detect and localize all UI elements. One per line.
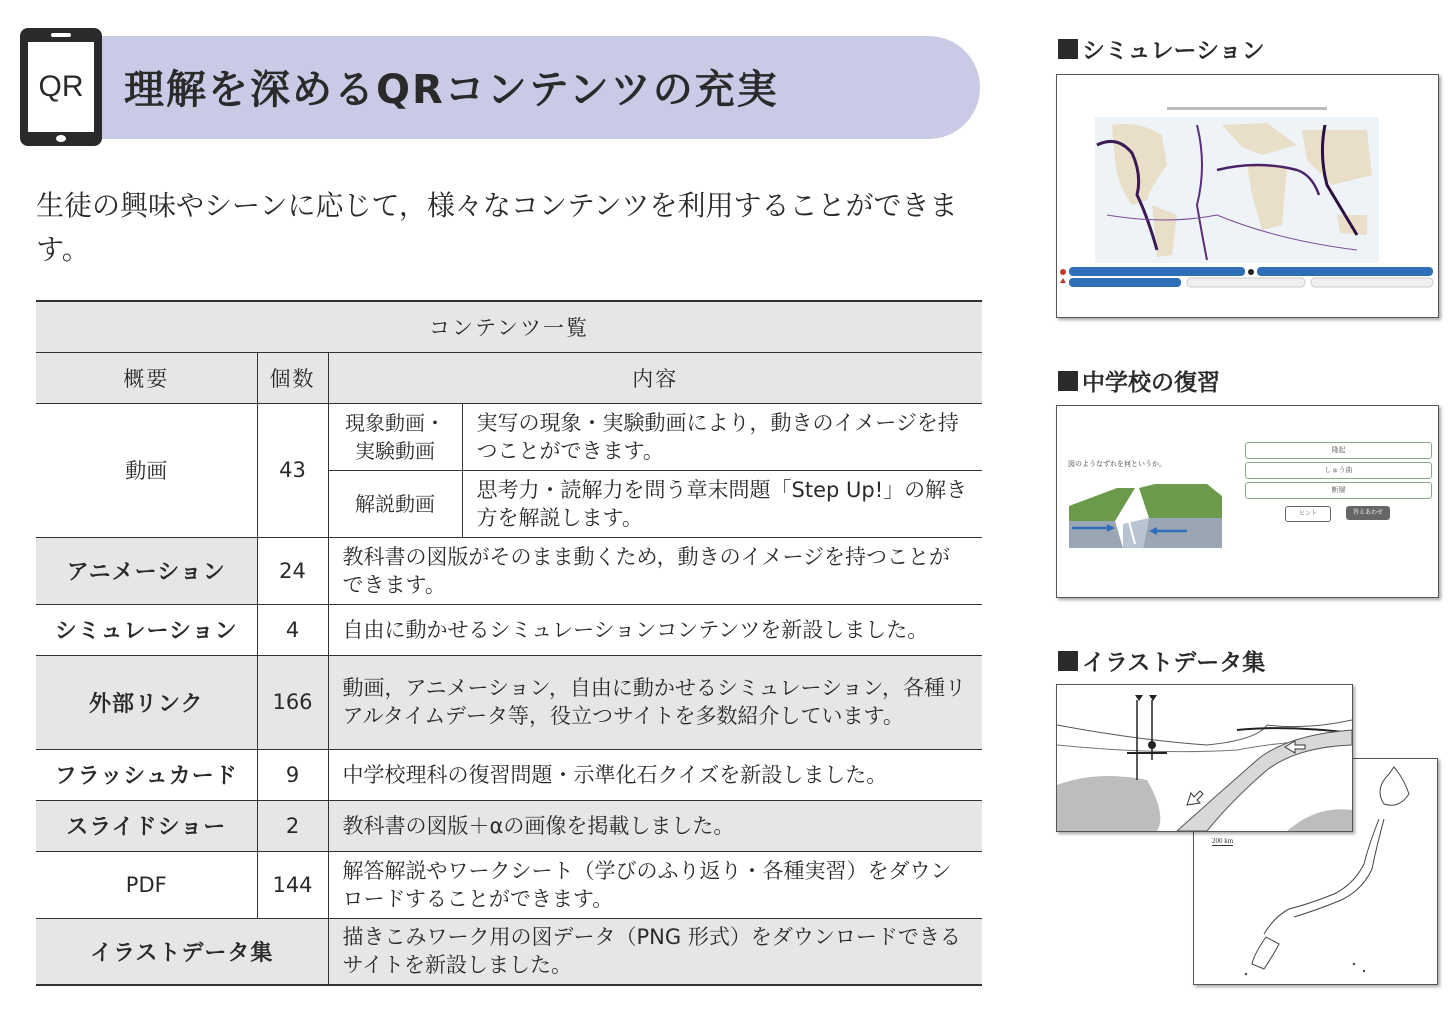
review-screenshot xyxy=(1056,405,1439,598)
sublabel-explanation-video: 解説動画 xyxy=(328,470,462,537)
choice-1[interactable]: 隆起 xyxy=(1245,442,1432,459)
world-earthquake-map xyxy=(1057,75,1438,317)
row-label-pdf: PDF xyxy=(36,851,257,918)
section-label-simulation: シミュレーション xyxy=(1058,32,1265,65)
subduction-cross-section xyxy=(1057,685,1352,831)
answer-button[interactable]: 答えあわせ xyxy=(1346,506,1390,520)
intro-text: 生徒の興味やシーンに応じて，様々なコンテンツを利用することができます。 xyxy=(36,189,958,266)
row-label-external-link: 外部リンク xyxy=(36,655,257,749)
row-text-illust-data: 描きこみワーク用の図データ（PNG 形式）をダウンロードできるサイトを新設しました。 xyxy=(328,918,982,985)
header-content: 内容 xyxy=(328,352,982,403)
row-count-flashcard: 9 xyxy=(257,749,328,800)
choice-2[interactable]: しゅう曲 xyxy=(1245,462,1432,479)
row-text-external-link: 動画，アニメーション，自由に動かせるシミュレーション，各種リアルタイムデータ等，役立つサイトを多数紹介しています。 xyxy=(328,655,982,749)
section-label-review: 中学校の復習 xyxy=(1058,364,1220,397)
row-count-video: 43 xyxy=(257,403,328,537)
row-label-slideshow: スライドショー xyxy=(36,800,257,851)
row-count-animation: 24 xyxy=(257,537,328,604)
choice-3[interactable]: 断層 xyxy=(1245,482,1432,499)
row-text-slideshow: 教科書の図版＋αの画像を掲載しました。 xyxy=(328,800,982,851)
row-label-simulation: シミュレーション xyxy=(36,604,257,655)
row-text-explanation-video: 思考力・読解力を問う章末問題「Step Up!」の解き方を解説します。 xyxy=(462,470,982,537)
subduction-illustration xyxy=(1056,684,1353,832)
row-count-pdf: 144 xyxy=(257,851,328,918)
row-text-animation: 教科書の図版がそのまま動くため，動きのイメージを持つことができます。 xyxy=(328,537,982,604)
header-summary: 概要 xyxy=(36,352,257,403)
table-caption: コンテンツ一覧 xyxy=(36,301,982,352)
row-label-illust-data: イラストデータ集 xyxy=(36,918,328,985)
row-text-pdf: 解答解説やワークシート（学びのふり返り・各種実習）をダウンロードすることができます。 xyxy=(328,851,982,918)
row-count-simulation: 4 xyxy=(257,604,328,655)
contents-table xyxy=(36,300,982,986)
row-label-animation: アニメーション xyxy=(36,537,257,604)
page-title: 理解を深めるQRコンテンツの充実 xyxy=(124,67,779,113)
row-count-external-link: 166 xyxy=(257,655,328,749)
row-label-flashcard: フラッシュカード xyxy=(36,749,257,800)
fault-block-diagram xyxy=(1057,406,1438,597)
row-label-video: 動画 xyxy=(36,403,257,537)
simulation-screenshot xyxy=(1056,74,1439,318)
section-label-illust: イラストデータ集 xyxy=(1058,644,1265,677)
row-count-slideshow: 2 xyxy=(257,800,328,851)
qr-phone-icon xyxy=(20,28,102,146)
qr-badge: QR xyxy=(28,42,94,132)
row-text-simulation: 自由に動かせるシミュレーションコンテンツを新設しました。 xyxy=(328,604,982,655)
hint-button[interactable]: ヒント xyxy=(1285,506,1331,522)
map-scale: 200 km xyxy=(1212,837,1234,845)
sublabel-phenomenon-video: 現象動画・ 実験動画 xyxy=(328,403,462,470)
header-count: 個数 xyxy=(257,352,328,403)
row-text-phenomenon-video: 実写の現象・実験動画により，動きのイメージを持つことができます。 xyxy=(462,403,982,470)
row-text-flashcard: 中学校理科の復習問題・示準化石クイズを新設しました。 xyxy=(328,749,982,800)
review-question: 図のようなずれを何というか。 xyxy=(1068,460,1166,468)
